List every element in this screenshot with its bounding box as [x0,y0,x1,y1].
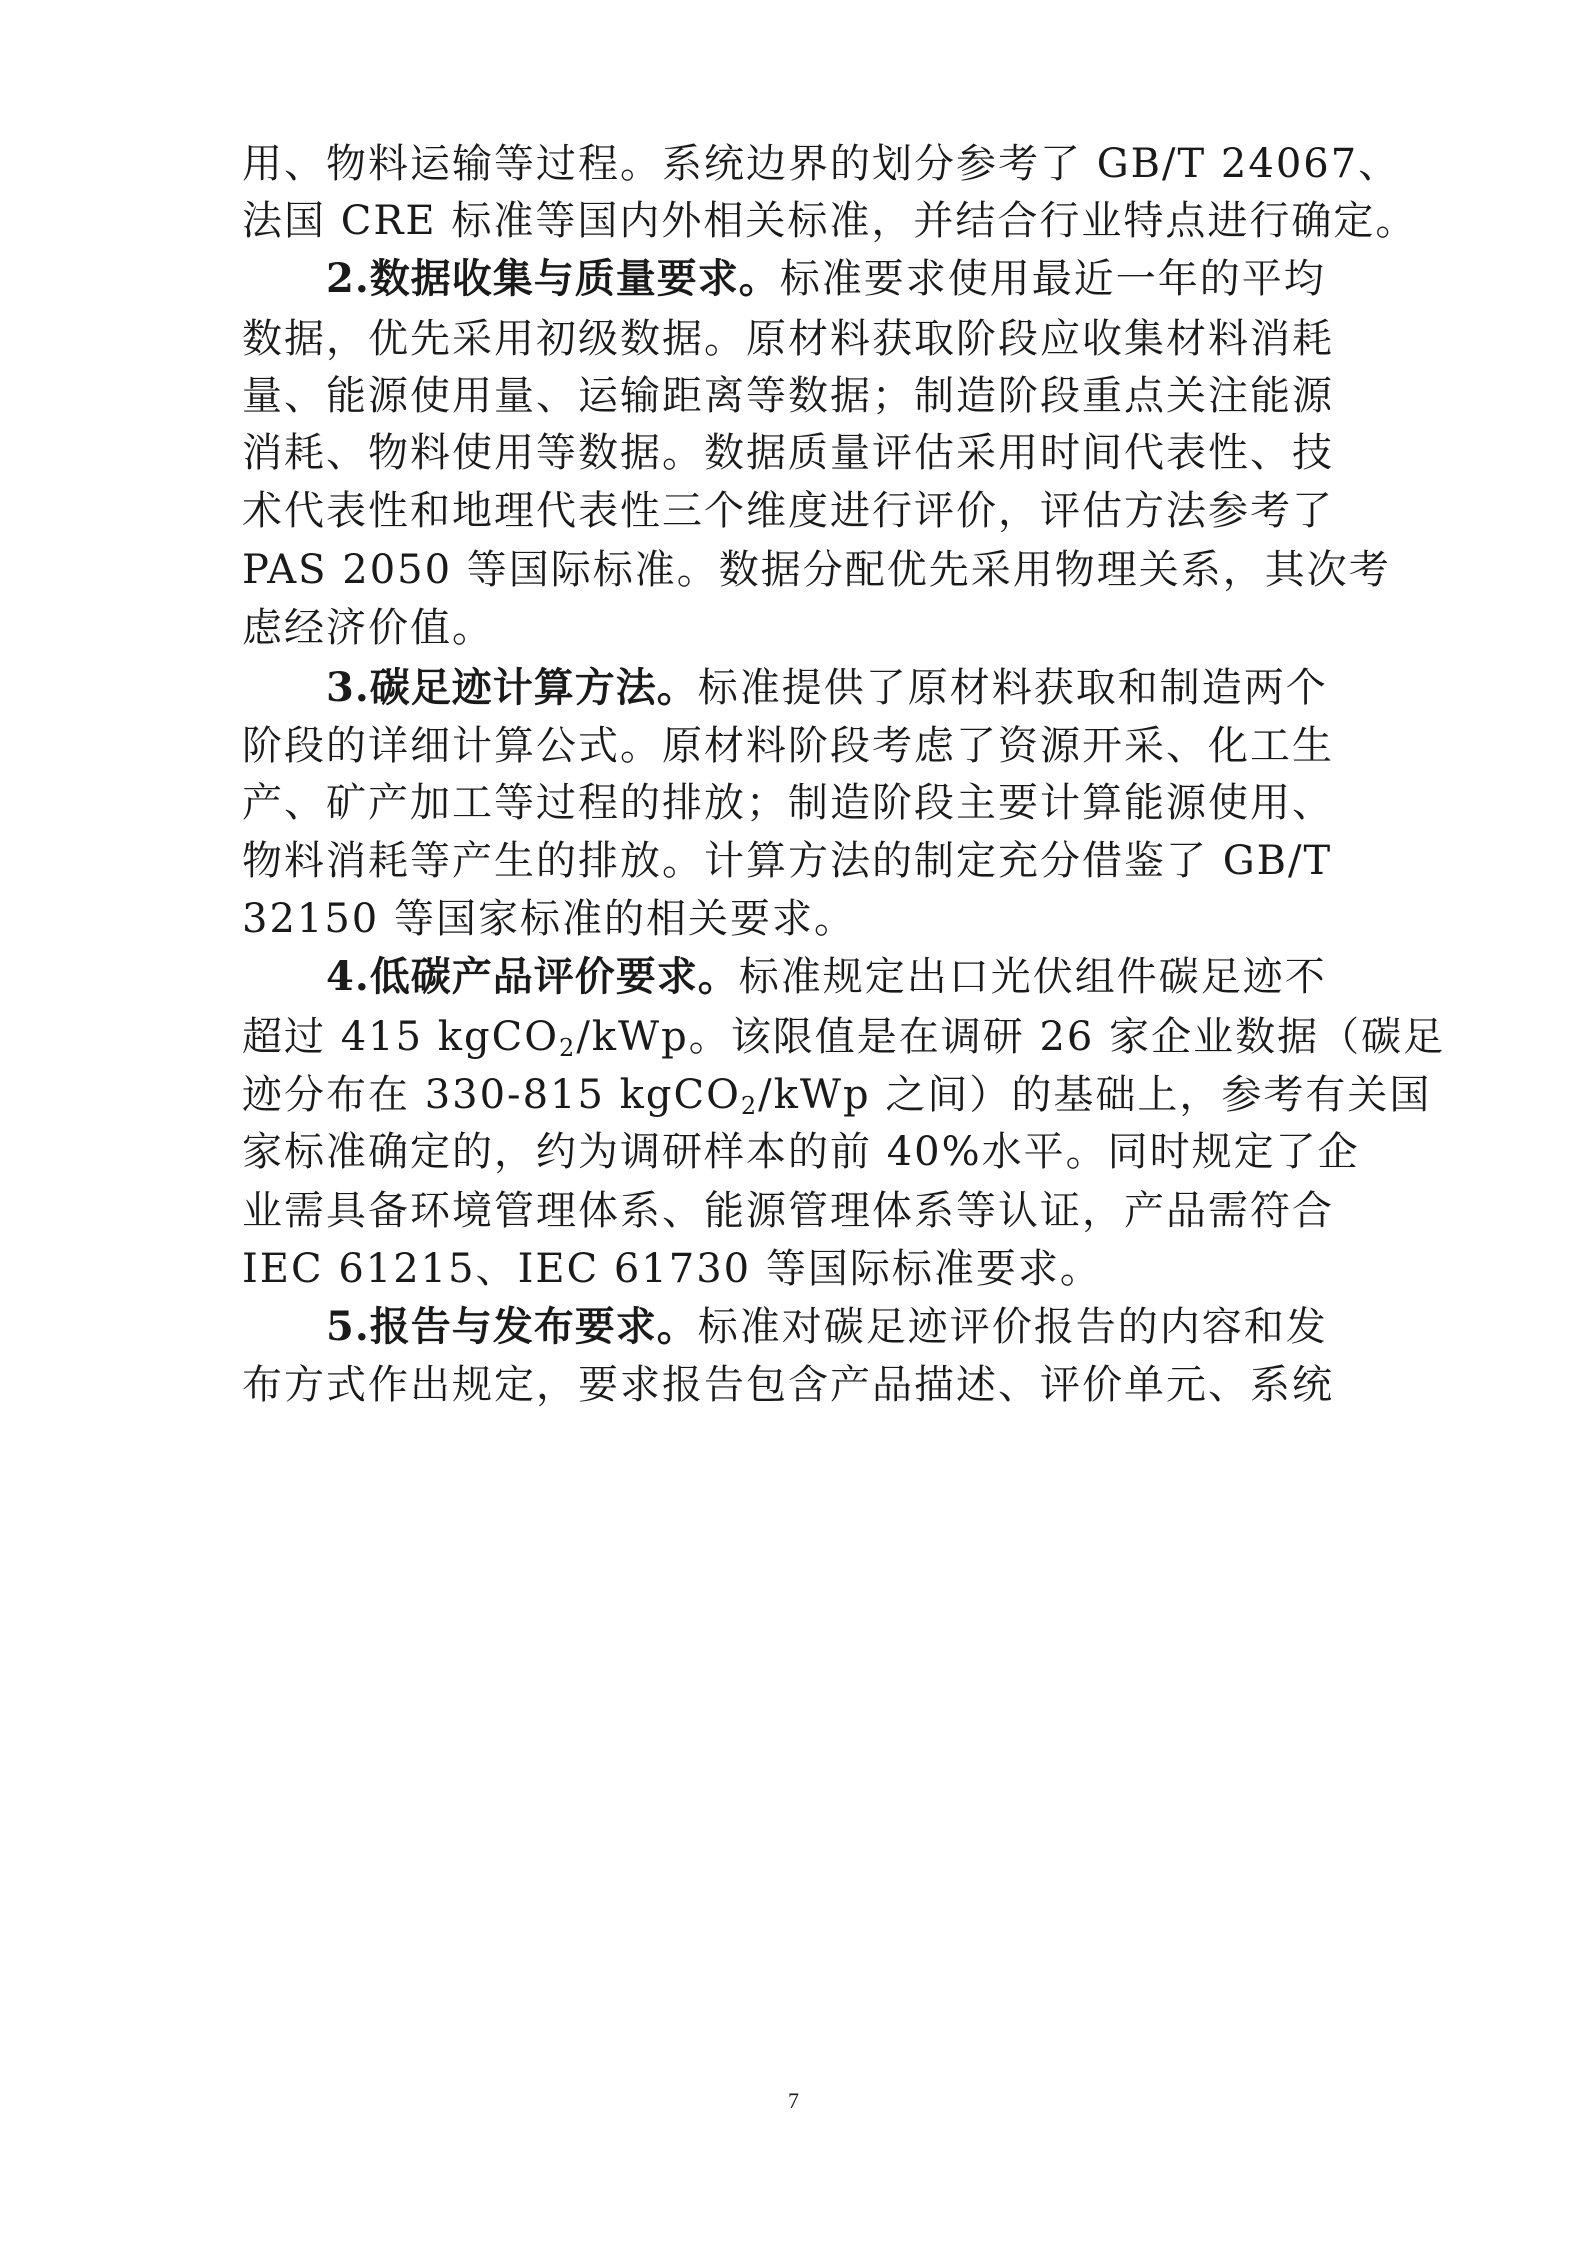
body-line: IEC 61215、IEC 61730 等国际标准要求。 [242,1246,1102,1292]
section-heading: 4.低碳产品评价要求。 [326,953,739,1000]
section-heading-line: 3.碳足迹计算方法。标准提供了原材料获取和制造两个 [326,664,1328,711]
body-line: PAS 2050 等国际标准。数据分配优先采用物理关系，其次考 [242,547,1391,593]
section-heading: 5.报告与发布要求。 [326,1303,698,1350]
body-line: 业需具备环境管理体系、能源管理体系等认证，产品需符合 [242,1188,1334,1234]
subscript-2: 2 [740,1092,759,1120]
body-line: 家标准确定的，约为调研样本的前 40%水平。同时规定了企 [242,1129,1360,1175]
body-line: 阶段的详细计算公式。原材料阶段考虑了资源开采、化工生 [242,723,1334,769]
body-line: 法国 CRE 标准等国内外相关标准，并结合行业特点进行确定。 [242,198,1418,244]
body-line: 超过 415 kgCO$_2$/kWp。该限值是在调研 26 家企业数据（碳足 [242,1014,1446,1062]
section-heading: 2.数据收集与质量要求。 [326,255,780,302]
body-line: 迹分布在 330-815 kgCO$_2$/kWp 之间）的基础上，参考有关国 [242,1072,1432,1120]
body-line: 量、能源使用量、运输距离等数据；制造阶段重点关注能源 [242,373,1334,419]
body-line: 数据，优先采用初级数据。原材料获取阶段应收集材料消耗 [242,316,1334,362]
section-heading-line: 2.数据收集与质量要求。标准要求使用最近一年的平均 [326,255,1326,302]
body-line: 用、物料运输等过程。系统边界的划分参考了 GB/T 24067、 [242,141,1401,187]
subscript-2: 2 [559,1034,577,1062]
section-heading-line: 5.报告与发布要求。标准对碳足迹评价报告的内容和发 [326,1303,1328,1350]
body-line: 物料消耗等产生的排放。计算方法的制定充分借鉴了 GB/T [242,838,1333,884]
section-heading: 3.碳足迹计算方法。 [326,664,698,711]
body-line: 32150 等国家标准的相关要求。 [242,896,856,942]
section-heading-line: 4.低碳产品评价要求。标准规定出口光伏组件碳足迹不 [326,953,1327,1000]
body-line: 消耗、物料使用等数据。数据质量评估采用时间代表性、技 [242,430,1334,476]
page-number: 7 [788,2088,799,2113]
body-line: 布方式作出规定，要求报告包含产品描述、评价单元、系统 [242,1362,1334,1408]
body-line: 虑经济价值。 [242,605,494,651]
body-line: 术代表性和地理代表性三个维度进行评价，评估方法参考了 [242,488,1334,534]
body-line: 产、矿产加工等过程的排放；制造阶段主要计算能源使用、 [242,780,1334,826]
